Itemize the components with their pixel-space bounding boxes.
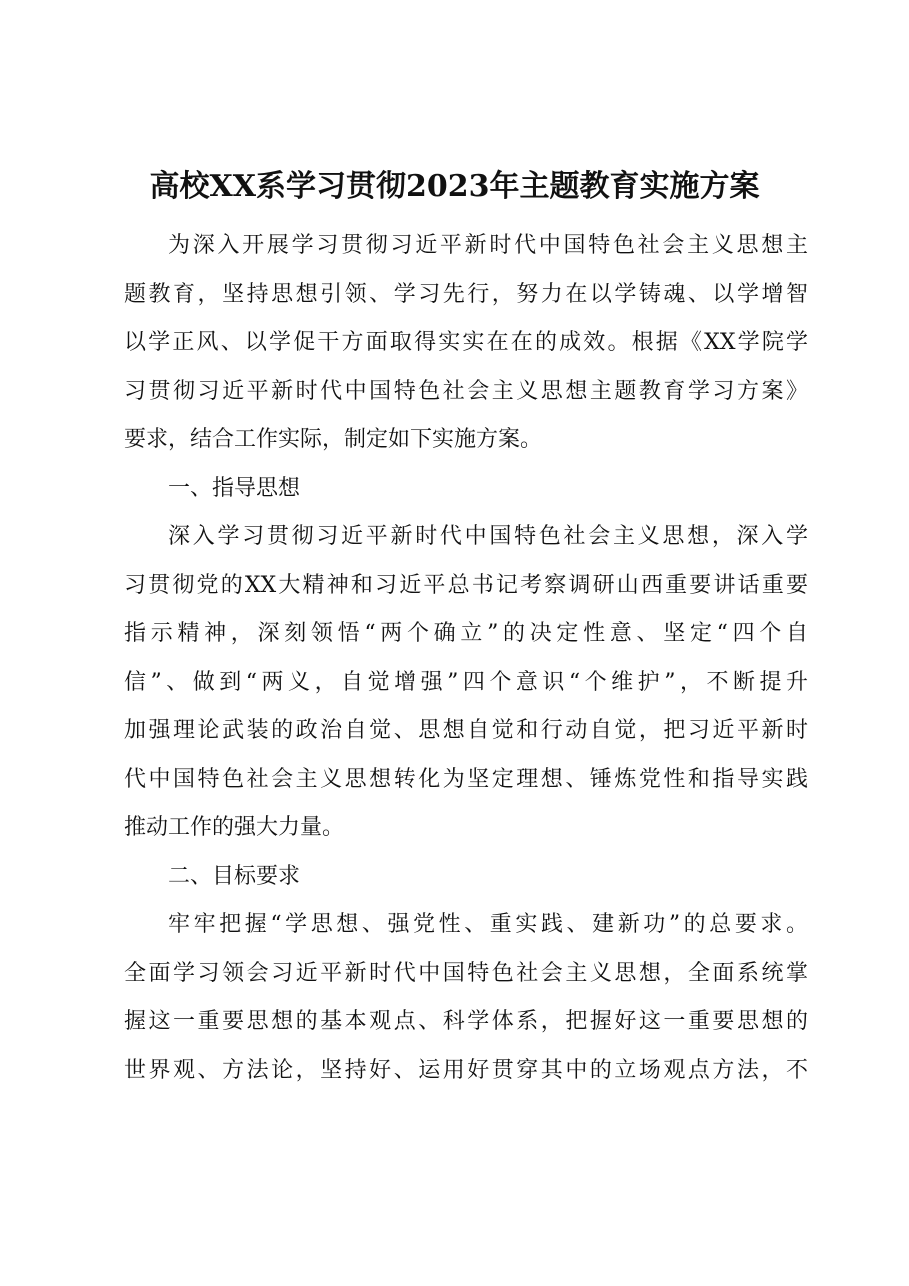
body-text-line: 一、指导思想 (168, 475, 301, 501)
body-text-line: 握这一重要思想的基本观点、科学体系，把握好这一重要思想的 (124, 1009, 808, 1034)
body-text-line: 代中国特色社会主义思想转化为坚定理想、锤炼党性和指导实践 (124, 766, 808, 792)
body-text-line: 深入学习贯彻习近平新时代中国特色社会主义思想，深入学 (168, 524, 808, 549)
body-text-line: 牢牢把握“学思想、强党性、重实践、建新功”的总要求。 (168, 912, 808, 937)
body-text-line: 习贯彻党的XX大精神和习近平总书记考察调研山西重要讲话重要 (124, 572, 808, 598)
document-body (124, 222, 808, 1095)
body-text-line: 习贯彻习近平新时代中国特色社会主义思想主题教育学习方案》 (124, 378, 808, 404)
body-text-line: 信”、做到“两义，自觉增强”四个意识“个维护”，不断提升 (124, 669, 808, 695)
body-text-line: 指示精神，深刻领悟“两个确立”的决定性意、坚定“四个自 (124, 621, 808, 646)
body-text-line: 世界观、方法论，坚持好、运用好贯穿其中的立场观点方法，不 (124, 1057, 808, 1083)
body-text-line: 全面学习领会习近平新时代中国特色社会主义思想，全面系统掌 (124, 960, 808, 986)
body-text-line: 二、目标要求 (168, 863, 301, 889)
body-text-line: 题教育，坚持思想引领、学习先行，努力在以学铸魂、以学增智 (124, 281, 808, 307)
body-text-line: 推动工作的强大力量。 (124, 815, 345, 840)
body-text-line: 为深入开展学习贯彻习近平新时代中国特色社会主义思想主 (168, 233, 808, 258)
document-title: 高校XX系学习贯彻2023年主题教育实施方案 (149, 169, 760, 204)
body-text-line: 加强理论武装的政治自觉、思想自觉和行动自觉，把习近平新时 (124, 718, 808, 743)
body-text-line: 要求，结合工作实际，制定如下实施方案。 (124, 427, 543, 452)
body-text-line: 以学正风、以学促干方面取得实实在在的成效。根据《XX学院学 (124, 330, 808, 355)
